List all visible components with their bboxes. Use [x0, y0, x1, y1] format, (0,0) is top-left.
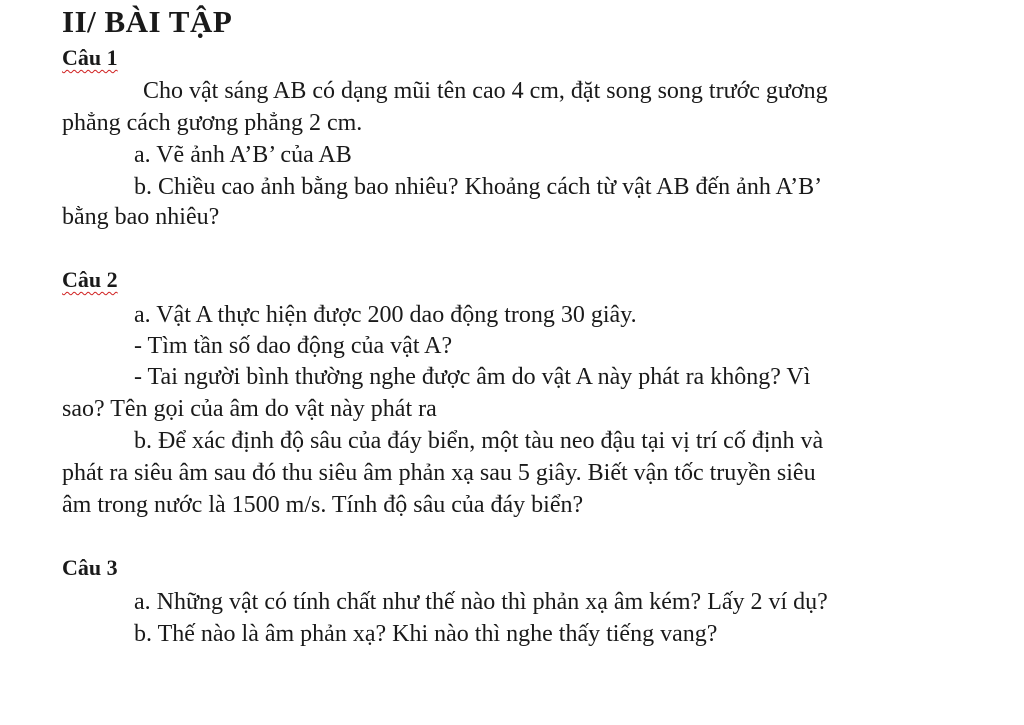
question-2-title: Câu 2 [62, 267, 118, 292]
question-1-item-b: b. Chiều cao ảnh bằng bao nhiêu? Khoảng cách từ vật AB đến ảnh A’B’ [134, 174, 823, 200]
section-heading: II/ BÀI TẬP [62, 4, 233, 39]
question-2-item-b-cont-2: âm trong nước là 1500 m/s. Tính độ sâu của đáy biển? [62, 492, 584, 518]
question-3-item-b: b. Thế nào là âm phản xạ? Khi nào thì nghe thấy tiếng vang? [134, 621, 718, 647]
question-2-sub-2-cont: sao? Tên gọi của âm do vật này phát ra [62, 396, 437, 422]
question-1-line-1: Cho vật sáng AB có dạng mũi tên cao 4 cm, đặt song song trước gương [143, 78, 828, 104]
question-2-item-b-cont-1: phát ra siêu âm sau đó thu siêu âm phản xạ sau 5 giây. Biết vận tốc truyền siêu [62, 460, 816, 486]
question-2-sub-2: - Tai người bình thường nghe được âm do vật A này phát ra không? Vì [134, 364, 811, 390]
question-3-item-a: a. Những vật có tính chất như thế nào thì phản xạ âm kém? Lấy 2 ví dụ? [134, 589, 828, 615]
question-1-item-b-cont: bằng bao nhiêu? [62, 204, 220, 230]
question-1-line-2: phẳng cách gương phẳng 2 cm. [62, 110, 363, 136]
question-2-item-a: a. Vật A thực hiện được 200 dao động trong 30 giây. [134, 302, 637, 328]
question-2-sub-1: - Tìm tần số dao động của vật A? [134, 333, 453, 359]
question-1-item-a: a. Vẽ ảnh A’B’ của AB [134, 142, 352, 168]
question-3-title: Câu 3 [62, 555, 118, 580]
question-1-title: Câu 1 [62, 45, 118, 70]
question-2-item-b: b. Để xác định độ sâu của đáy biển, một tàu neo đậu tại vị trí cố định và [134, 428, 824, 454]
